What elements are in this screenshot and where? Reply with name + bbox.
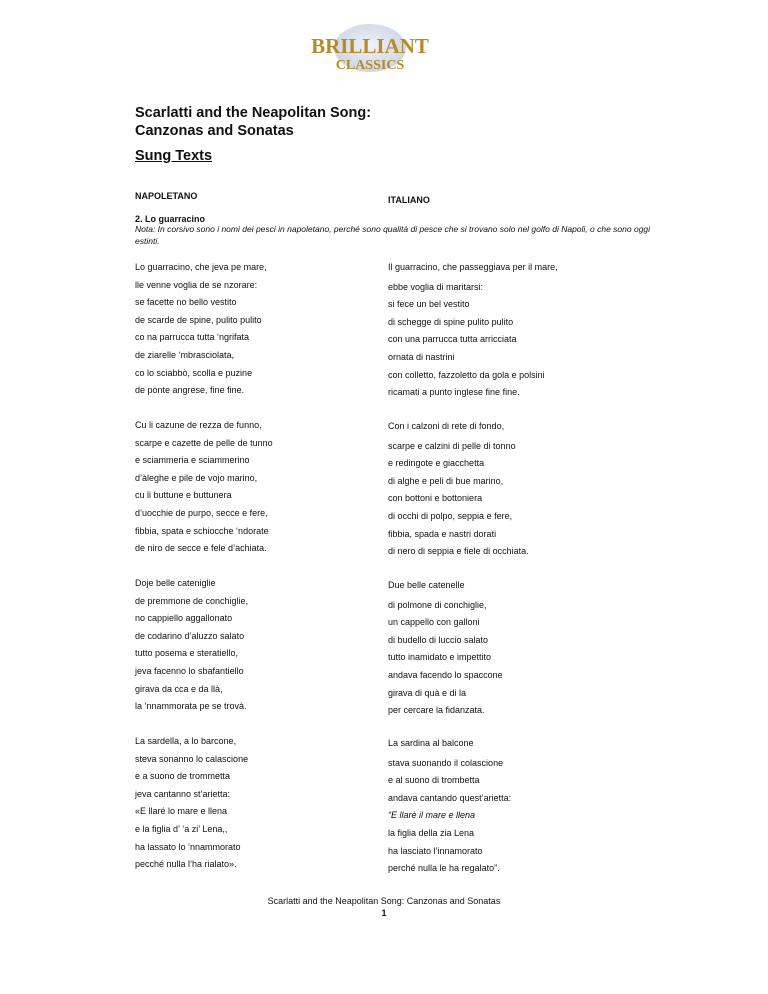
napoletano-verse-line: co lo sciabbò, scolla e puzine [135, 368, 253, 378]
napoletano-verse-line: ha lassato lo ‘nnammorato [135, 842, 241, 852]
italiano-verse-line: un cappello con galloni [388, 617, 480, 627]
napoletano-verse-line: de codarino d’aluzzo salato [135, 631, 245, 641]
napoletano-verse-line: scarpe e cazette de pelle de tunno [135, 438, 273, 448]
italiano-verse-line: ebbe voglia di maritarsi: [388, 282, 484, 292]
napoletano-verse-line: steva sonanno lo calascione [135, 754, 249, 764]
italiano-verse-line: Con i calzoni di rete di fondo, [388, 421, 505, 431]
italiano-verse-line: con una parrucca tutta arricciata [388, 334, 517, 344]
column-header-napoletano: NAPOLETANO [135, 191, 198, 201]
logo-line1: BRILLIANT [311, 34, 429, 58]
napoletano-verse-line: d’uocchie de purpo, secce e fere, [135, 508, 268, 518]
napoletano-verse-line: pecché nulla l’ha rialato». [135, 859, 237, 869]
italiano-verse-line: ricamati a punto inglese fine fine. [388, 387, 520, 397]
italiano-verse-line: stava suonando il colascione [388, 758, 504, 768]
brilliant-classics-logo [300, 24, 440, 76]
section-title: 2. Lo guarracino [135, 214, 206, 224]
italiano-verse-line: di budello di luccio salato [388, 635, 489, 645]
napoletano-verse-line: La sardella, a lo barcone, [135, 736, 237, 746]
italiano-verse-line: ornata di nastrini [388, 352, 455, 362]
italiano-verse-line: di occhi di polpo, seppia e fere, [388, 511, 513, 521]
napoletano-verse-line: fibbia, spata e schiocche ‘ndorate [135, 526, 269, 536]
logo-globe-icon [300, 24, 440, 76]
italiano-verse-line: e redingote e giacchetta [388, 458, 485, 468]
napoletano-verse-line: «E llaré lo mare e llena [135, 806, 228, 816]
napoletano-verse-line: jeva facenno lo sbafantiello [135, 666, 244, 676]
italiano-verse-line: con colletto, fazzoletto da gola e polsini [388, 370, 545, 380]
napoletano-verse-line: tutto posema e steratiello, [135, 648, 239, 658]
italiano-verse-line: la figlia della zia Lena [388, 828, 475, 838]
napoletano-verse-line: jeva cantanno st’arietta: [135, 789, 231, 799]
italiano-verse-line: di polmone di conchiglie, [388, 600, 487, 610]
title-line-2: Canzonas and Sonatas [135, 123, 294, 139]
napoletano-verse-line: cu li buttune e buttunera [135, 490, 232, 500]
italiano-verse-line: con bottoni e bottoniera [388, 493, 483, 503]
napoletano-verse-line: lle venne voglia de se nzorare: [135, 280, 258, 290]
logo-line2: CLASSICS [335, 58, 405, 73]
napoletano-verse-line: Lo guarracino, che jeva pe mare, [135, 262, 267, 272]
napoletano-verse-line: de ziarelle ‘mbrasciolata, [135, 350, 235, 360]
italiano-verse-line: si fece un bel vestito [388, 299, 470, 309]
italiano-verse-line: per cercare la fidanzata. [388, 705, 485, 715]
italiano-verse-line: fibbia, spada e nastri dorati [388, 529, 497, 539]
napoletano-verse-line: co na parrucca tutta ‘ngrifata [135, 332, 250, 342]
napoletano-verse-line: de niro de secce e fele d’achiata. [135, 543, 267, 553]
italiano-verse-line: scarpe e calzini di pelle di tonno [388, 441, 516, 451]
italiano-verse-line: ha lasciato l’innamorato [388, 846, 483, 856]
italiano-verse-line: di nero di seppia e fiele di occhiata. [388, 546, 529, 556]
napoletano-verse-line: Cu li cazune de rezza de funno, [135, 420, 262, 430]
napoletano-verse-line: e a suono de trommetta [135, 771, 231, 781]
napoletano-verse-line: no cappiello aggallonato [135, 613, 233, 623]
italiano-verse-line: La sardina al balcone [388, 738, 474, 748]
italiano-verse-line: “E llarè il mare e llena [388, 810, 476, 820]
italiano-verse-line: Il guarracino, che passeggiava per il mare, [388, 262, 558, 272]
italiano-verse-line: perché nulla le ha regalato”. [388, 863, 500, 873]
napoletano-verse-line: e la figlia d’ ‘a zi’ Lena,, [135, 824, 228, 834]
title-line-1: Scarlatti and the Neapolitan Song: [135, 105, 372, 121]
italiano-verse-line: di alghe e peli di bue marino, [388, 476, 504, 486]
napoletano-verse-line: d’àleghe e pile de vojo marino, [135, 473, 258, 483]
napoletano-verse-line: la ‘nnammorata pe se trovà. [135, 701, 247, 711]
napoletano-verse-line: girava da cca e da llà, [135, 684, 223, 694]
napoletano-verse-line: se facette no bello vestito [135, 297, 237, 307]
column-header-italiano: ITALIANO [388, 195, 430, 205]
page-title [135, 104, 371, 140]
italiano-verse-line: di schegge di spine pulito pulito [388, 317, 514, 327]
italiano-verse-line: girava di quà e di la [388, 688, 467, 698]
page-footer: Scarlatti and the Neapolitan Song: Canzonas and Sonatas [267, 896, 501, 906]
page-subtitle: Sung Texts [135, 148, 213, 164]
napoletano-verse-line: de scarde de spine, pulito pulito [135, 315, 262, 325]
section-note: Nota: In corsivo sono i nomi dei pesci in napoletano, perché sono qualità di pesce che si trovano solo nel golfo di Napoli, o che sono oggi estinti. [135, 224, 651, 246]
italiano-verse-line: andava cantando quest’arietta: [388, 793, 512, 803]
italiano-verse-line: andava facendo lo spaccone [388, 670, 503, 680]
page-number: 1 [381, 908, 387, 918]
italiano-verse-line: Due belle catenelle [388, 580, 465, 590]
napoletano-verse-line: Doje belle cateniglie [135, 578, 216, 588]
napoletano-verse-line: de ponte angrese, fine fine. [135, 385, 245, 395]
italiano-verse-line: tutto inamidato e impettito [388, 652, 492, 662]
napoletano-verse-line: de premmone de conchiglie, [135, 596, 249, 606]
italiano-verse-line: e al suono di trombetta [388, 775, 480, 785]
napoletano-verse-line: e sciammeria e sciammerino [135, 455, 250, 465]
